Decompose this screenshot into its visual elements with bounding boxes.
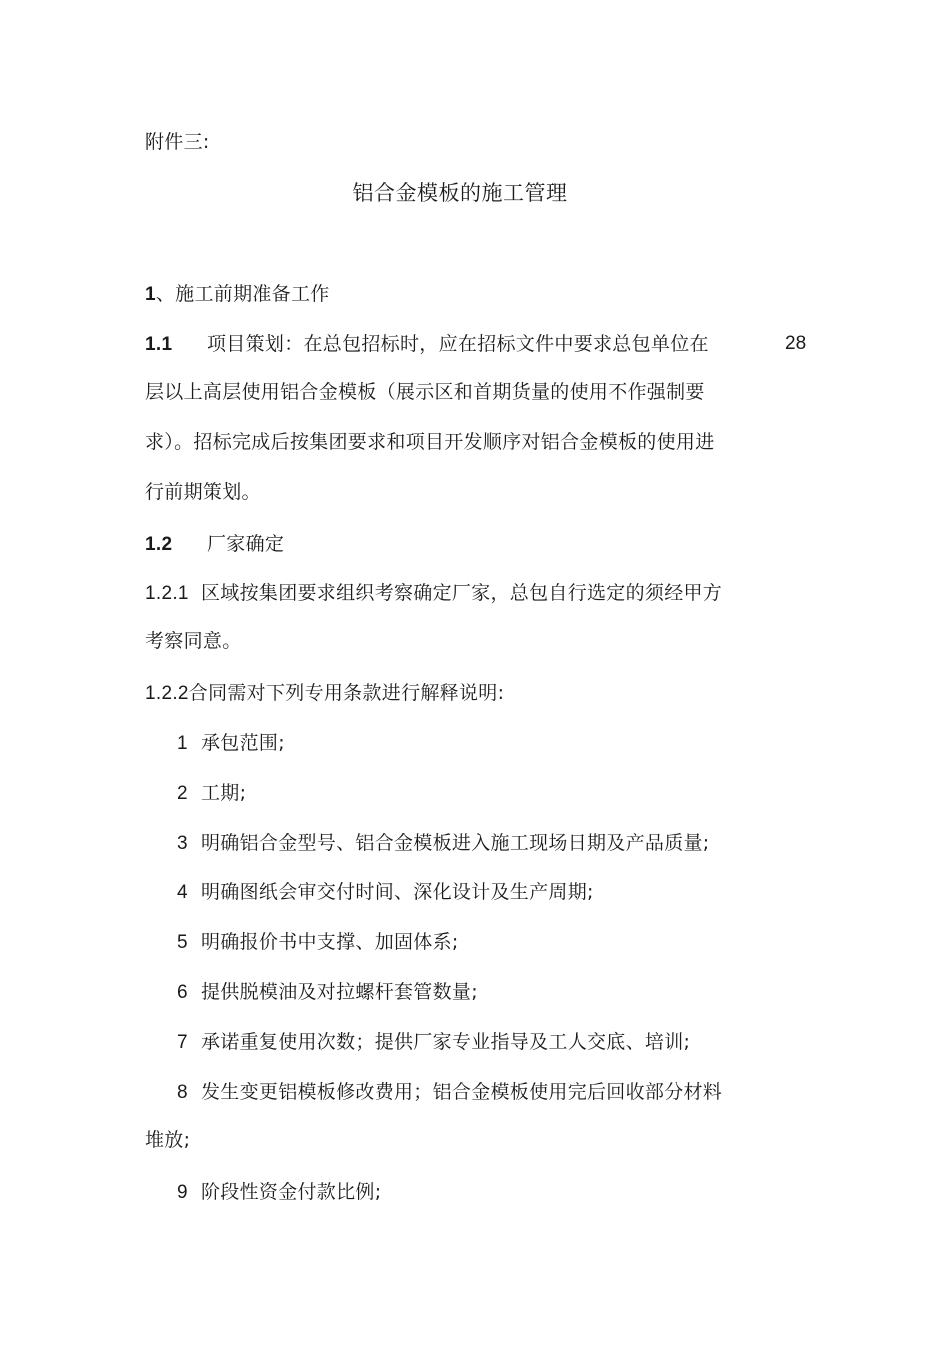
- section-1-2-1-line-1: [145, 581, 722, 606]
- paragraph-text: 项目策划：在总包招标时，应在招标文件中要求总包单位在: [207, 333, 709, 355]
- section-1-1-line-4: 行前期策划。: [145, 481, 261, 503]
- list-item: [177, 1030, 690, 1055]
- floor-number: 28: [785, 333, 807, 354]
- list-item: [177, 1080, 722, 1105]
- list-item-number: 4: [177, 882, 188, 903]
- list-item-continuation: 堆放;: [145, 1129, 191, 1151]
- list-item-text: 明确报价书中支撑、加固体系;: [201, 931, 459, 953]
- section-text: 厂家确定: [207, 533, 285, 555]
- list-item: [177, 930, 459, 955]
- list-item-text: 阶段性资金付款比例;: [201, 1181, 382, 1203]
- section-1-1-line-1: [145, 332, 709, 357]
- paragraph-text: 区域按集团要求组织考察确定厂家，总包自行选定的须经甲方: [201, 582, 723, 604]
- list-item-text: 明确图纸会审交付时间、深化设计及生产周期;: [201, 881, 594, 903]
- document-title: 铝合金模板的施工管理: [352, 181, 568, 205]
- list-item-number: 3: [177, 833, 188, 854]
- list-item: [177, 980, 478, 1005]
- list-item-number: 2: [177, 783, 188, 804]
- section-number: 1: [145, 284, 156, 305]
- section-number: 1.2.2: [145, 683, 189, 704]
- list-item-number: 5: [177, 932, 188, 953]
- list-item: [177, 731, 285, 756]
- list-item-number: 6: [177, 982, 188, 1003]
- section-1-1-line-3: 求）。招标完成后按集团要求和项目开发顺序对铝合金模板的使用进: [145, 431, 715, 453]
- list-item: [177, 781, 246, 806]
- list-item: [177, 880, 594, 905]
- section-1-2-1-line-2: 考察同意。: [145, 630, 242, 652]
- list-item-text: 提供脱模油及对拉螺杆套管数量;: [201, 981, 478, 1003]
- list-item-text: 承诺重复使用次数；提供厂家专业指导及工人交底、培训;: [201, 1031, 691, 1053]
- list-item-number: 8: [177, 1082, 188, 1103]
- section-1-1-line-2: 层以上高层使用铝合金模板（展示区和首期货量的使用不作强制要: [145, 381, 705, 403]
- list-item: [177, 831, 710, 856]
- section-text: 、施工前期准备工作: [155, 283, 330, 305]
- list-item-text: 发生变更铝模板修改费用；铝合金模板使用完后回收部分材料: [201, 1081, 723, 1103]
- attachment-label: 附件三:: [145, 131, 210, 153]
- section-number: 1.2: [145, 534, 173, 555]
- section-number: 1.1: [145, 334, 173, 355]
- paragraph-text: 合同需对下列专用条款进行解释说明:: [188, 682, 505, 704]
- list-item-text: 工期;: [201, 782, 247, 804]
- section-1-heading: [145, 282, 330, 307]
- list-item-number: 1: [177, 733, 188, 754]
- list-item-text: 承包范围;: [201, 732, 285, 754]
- list-item-text: 明确铝合金型号、铝合金模板进入施工现场日期及产品质量;: [201, 832, 710, 854]
- section-1-2-heading: [145, 532, 284, 557]
- list-item-number: 9: [177, 1182, 188, 1203]
- list-item: [177, 1180, 381, 1205]
- section-number: 1.2.1: [145, 583, 189, 604]
- section-1-2-2-heading: [145, 681, 504, 706]
- list-item-number: 7: [177, 1032, 188, 1053]
